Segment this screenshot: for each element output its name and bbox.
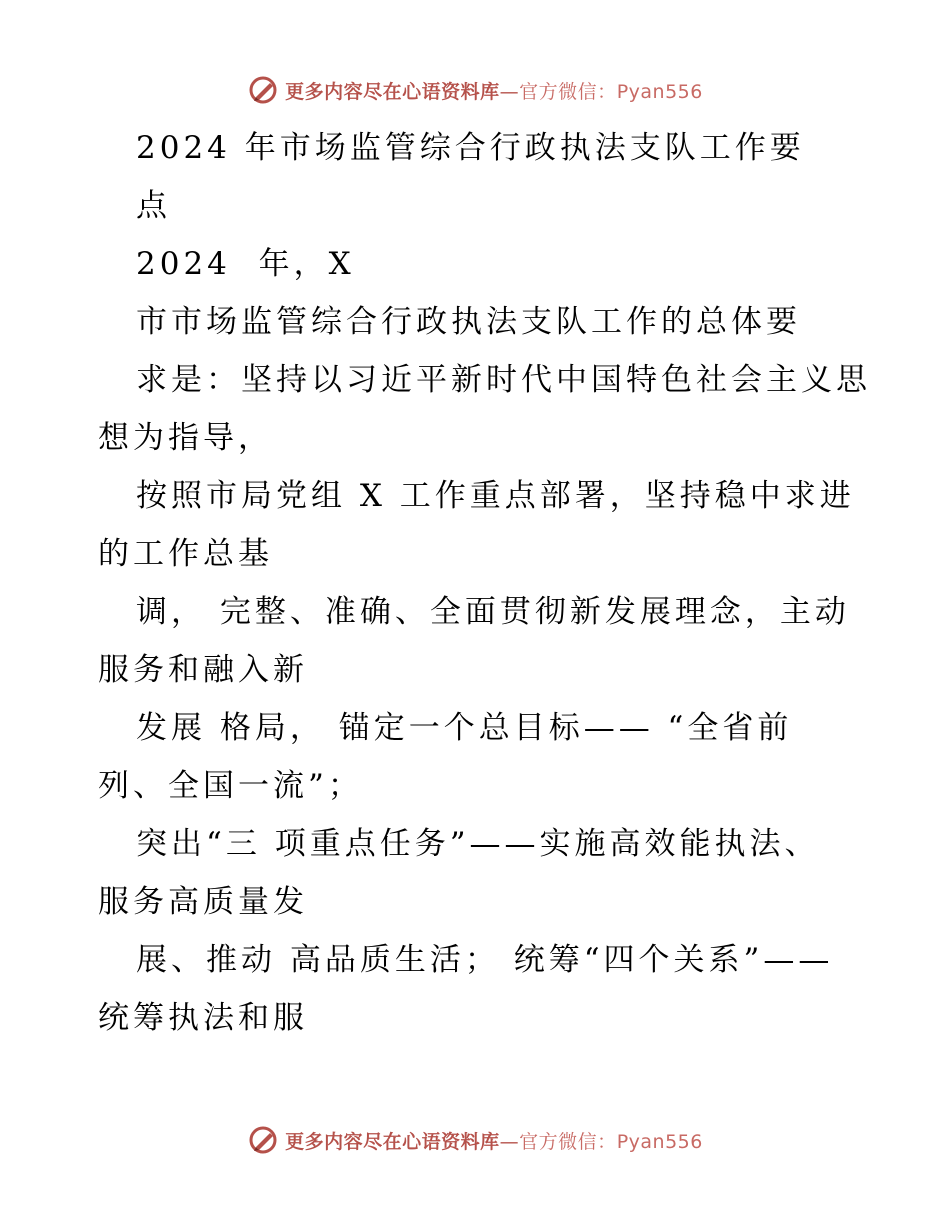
doc-line: 的工作总基 — [98, 536, 273, 572]
doc-line: 点 — [136, 188, 171, 224]
doc-line: 发展 格局， 锚定一个总目标—— “全省前 — [136, 710, 793, 746]
watermark-text: 更多内容尽在心语资料库—官方微信：Pyan556 — [285, 1130, 703, 1153]
doc-line: 调， 完整、准确、全面贯彻新发展理念，主动 — [136, 594, 850, 630]
doc-line: 市市场监管综合行政执法支队工作的总体要 — [136, 304, 801, 340]
doc-line: 求是：坚持以习近平新时代中国特色社会主义思 — [136, 362, 871, 398]
doc-line: 服务高质量发 — [98, 884, 308, 920]
footer-watermark — [0, 1120, 950, 1160]
doc-line: 2024 年市场监管综合行政执法支队工作要 — [136, 130, 805, 166]
pen-logo-icon — [247, 1124, 279, 1156]
doc-line: 展、推动 高品质生活； 统筹“四个关系”—— — [136, 942, 834, 978]
doc-line: 服务和融入新 — [98, 652, 308, 688]
doc-line: 想为指导， — [98, 420, 273, 456]
watermark-text: 更多内容尽在心语资料库—官方微信：Pyan556 — [285, 80, 703, 103]
pen-logo-icon — [247, 74, 279, 106]
doc-line: 突出“三 项重点任务”——实施高效能执法、 — [136, 826, 820, 862]
doc-line: 列、全国一流”； — [98, 768, 363, 804]
doc-line: 按照市局党组 X 工作重点部署，坚持稳中求进 — [136, 478, 855, 514]
doc-line: 统筹执法和服 — [98, 1000, 308, 1036]
doc-line: 2024 年，X — [136, 246, 355, 282]
header-watermark — [0, 70, 950, 110]
